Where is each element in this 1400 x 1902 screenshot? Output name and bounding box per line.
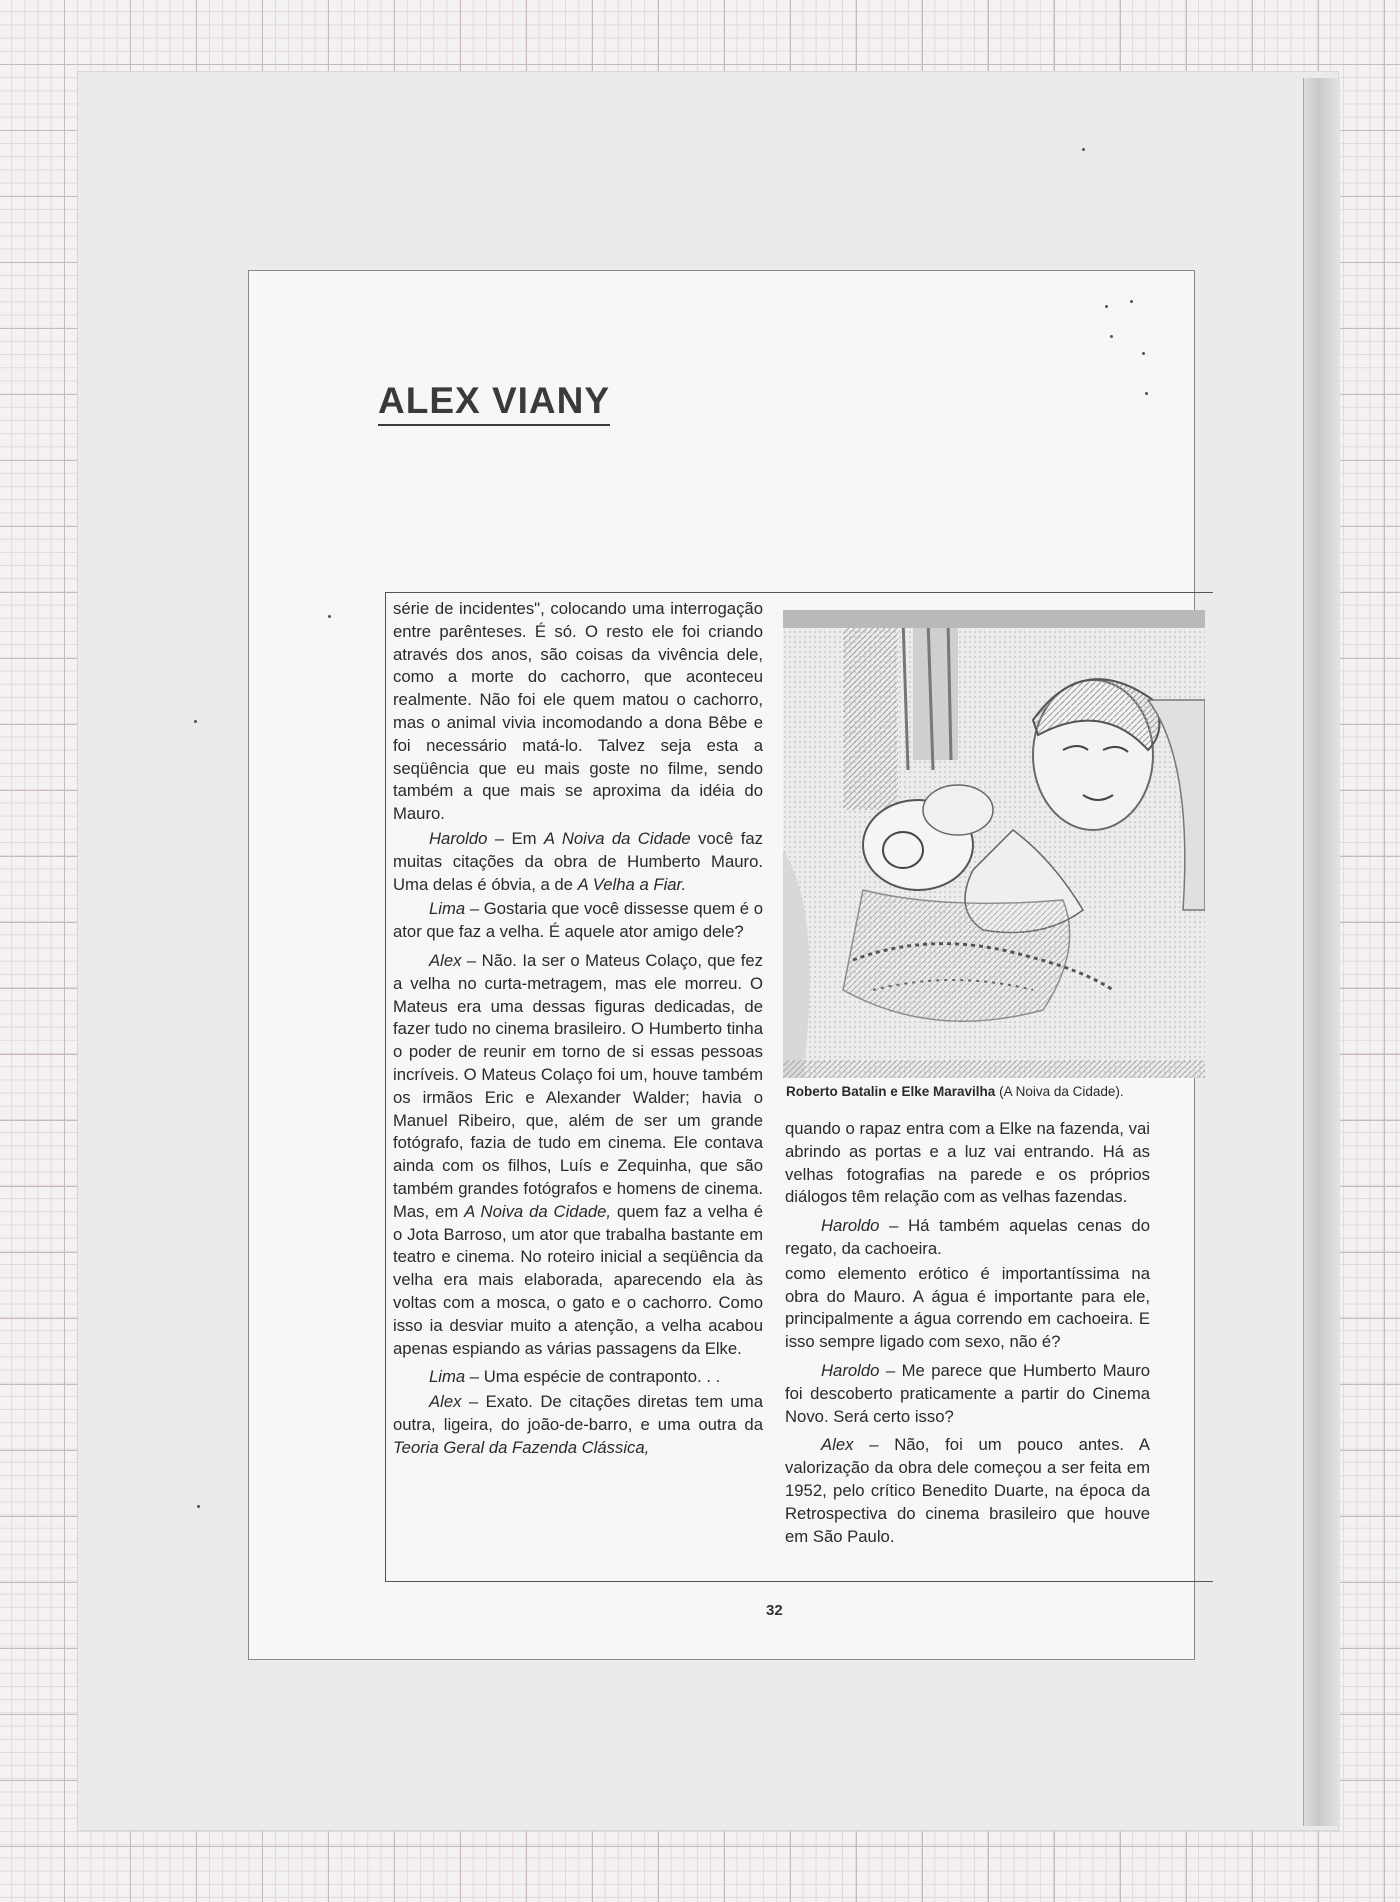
speaker-name: Alex: [429, 950, 462, 970]
speck: [1142, 352, 1145, 355]
right-column: [785, 1118, 1150, 1550]
caption-film: (A Noiva da Cidade).: [999, 1084, 1124, 1099]
film-still-photo: [783, 610, 1205, 1078]
paragraph: [393, 598, 763, 826]
paragraph: [393, 898, 763, 944]
paragraph: [785, 1215, 1150, 1261]
speck: [328, 615, 331, 618]
speaker-name: Haroldo: [429, 828, 488, 848]
paragraph: [785, 1118, 1150, 1209]
speck: [197, 1505, 200, 1508]
paragraph: [393, 1391, 763, 1459]
photo-caption: [786, 1084, 1206, 1099]
paragraph-text: série de incidentes", colocando uma interrogação entre parênteses. É só. O resto ele foi criando através dos anos, são coisas da vivência dele, como a morte do cachorro, que aconteceu realmente. Não foi ele quem matou o cachorro, mas o animal vivia incomodando a dona Bêbe e foi necessário matá-lo. Talvez seja esta a seqüência que eu mais goste no filme, sendo também a que mais se aproxima da idéia do Mauro.: [393, 599, 763, 824]
paragraph-text: como elemento erótico é importantíssima na obra do Mauro. A água é importante para ele, principalmente a água correndo em cachoeira. E isso sempre ligado com sexo, não é?: [785, 1263, 1150, 1352]
speck: [1110, 335, 1113, 338]
paragraph: [785, 1434, 1150, 1548]
page-title: ALEX VIANY: [378, 380, 610, 426]
sheet-edge: [1303, 78, 1340, 1826]
speck: [1145, 392, 1148, 395]
speaker-name: Lima: [429, 1367, 466, 1387]
paragraph: [393, 1366, 763, 1389]
page-number: 32: [766, 1602, 783, 1619]
paragraph-text: você faz muitas citações da obra de Humberto Mauro. Uma delas é óbvia, a de: [393, 828, 763, 894]
speaker-name: Alex: [821, 1435, 854, 1455]
film-still-illustration: [783, 610, 1205, 1078]
film-title: A Velha a Fiar.: [577, 874, 687, 894]
speaker-name: Lima: [429, 899, 466, 919]
paragraph: [393, 950, 763, 1360]
speaker-name: Haroldo: [821, 1360, 880, 1380]
speck: [1130, 300, 1133, 303]
paragraph-text: – Exato. De citações diretas tem uma outra, ligeira, do joão-de-barro, e uma outra da: [393, 1392, 763, 1434]
paragraph-text: quando o rapaz entra com a Elke na fazenda, vai abrindo as portas e a luz vai entrando. Há as velhas fotografias na parede e os próprios diálogos têm relação com as velhas fazendas.: [785, 1119, 1150, 1207]
caption-names: Roberto Batalin e Elke Maravilha: [786, 1084, 996, 1099]
paragraph-text: – Em: [487, 828, 544, 848]
speaker-name: Alex: [429, 1392, 462, 1412]
paragraph-text: – Não, foi um pouco antes. A valorização da obra dele começou a ser feita em 1952, pelo crítico Benedito Duarte, na época da Retrospectiva do cinema brasileiro que houve em São Paulo.: [785, 1435, 1150, 1546]
film-title: A Noiva da Cidade,: [464, 1201, 612, 1221]
paragraph-text: – Gostaria que você dissesse quem é o ator que faz a velha. É aquele ator amigo dele?: [393, 899, 763, 942]
speck: [1105, 305, 1108, 308]
speck: [194, 720, 197, 723]
paragraph-text: – Me parece que Humberto Mauro foi descoberto praticamente a partir do Cinema Novo. Será certo isso?: [785, 1360, 1150, 1426]
work-title: Teoria Geral da Fazenda Clássica,: [393, 1437, 650, 1457]
paragraph-text: – Uma espécie de contraponto. . .: [465, 1367, 721, 1387]
paragraph-text: – Há também aquelas cenas do regato, da cachoeira.: [785, 1216, 1150, 1258]
paragraph-text: – Não. Ia ser o Mateus Colaço, que fez a velha no curta-metragem, mas ele morreu. O Mateus era uma dessas figuras dedicadas, de fazer tudo no cinema brasileiro. O Humberto tinha o poder de reunir em torno de si essas pessoas incríveis. O Mateus Colaço foi um, houve também os irmãos Eric e Alexander Walder; havia o Manuel Ribeiro, que, além de ser um grande fotógrafo, fazia de tudo em cinema. Ele contava ainda com os filhos, Luís e Zequinha, que são também grandes fotógrafos e homens de cinema. Mas, em: [393, 950, 763, 1221]
left-column: [393, 598, 763, 1461]
paragraph: [785, 1263, 1150, 1354]
paragraph-text: quem faz a velha é o Jota Barroso, um ator que trabalha bastante em teatro e cinema. No roteiro inicial a seqüência da velha era mais elaborada, aparecendo ela às voltas com a mosca, o gato e o cachorro. Como isso ia desviar muito a atenção, a velha acabou apenas espiando as várias passagens da Elke.: [393, 1201, 763, 1358]
speck: [1082, 148, 1085, 151]
paragraph: [393, 828, 763, 896]
speaker-name: Haroldo: [821, 1216, 880, 1236]
film-title: A Noiva da Cidade: [543, 828, 691, 848]
paragraph: [785, 1360, 1150, 1428]
